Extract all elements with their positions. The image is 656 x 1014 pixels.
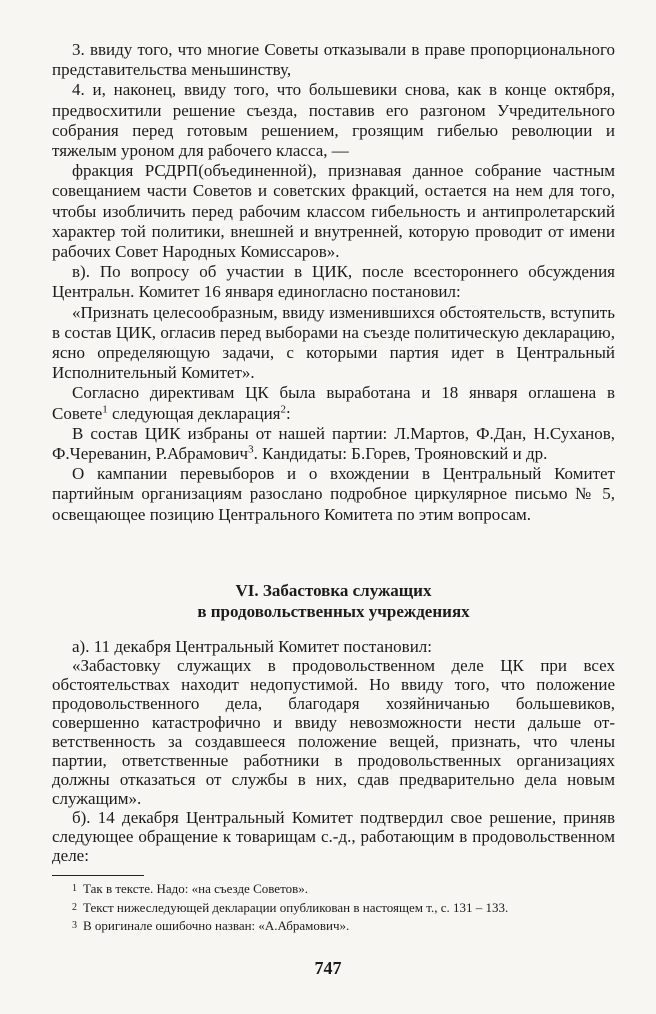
- text: Согласно директивам ЦК была выработана и 18 января оглашена в Совете: [52, 383, 615, 423]
- text: следующая декларация: [107, 403, 281, 423]
- footnote-text: В оригинале ошибочно назван: «А.Абрамович».: [83, 918, 350, 933]
- paragraph: б). 14 декабря Центральный Комитет подтвердил свое решение, приняв следующее обращение к товарищам с.-д., работающим в продовольственном деле:: [52, 808, 615, 865]
- text: В состав ЦИК избраны от нашей партии: Л.Мартов, Ф.Дан, Н.Суханов, Ф.Череванин, Р.Абрамович: [52, 423, 615, 464]
- section-heading-line: VI. Забастовка служащих: [235, 581, 432, 600]
- paragraph: 4. и, наконец, ввиду того, что большевики снова, как в конце октября, предвосхитили решение съезда, поставив его разгоном Учредительного собрания перед готовым решением, грозящим гибелью революции и тяжелым уроном для рабочего класса, —: [52, 80, 615, 161]
- footnote-ref: 1: [102, 403, 108, 415]
- paragraph: [52, 424, 615, 464]
- paragraph: в). По вопросу об участии в ЦИК, после всестороннего обсуждения Центральн. Комитет 16 января единогласно постановил:: [52, 262, 615, 302]
- footnote-ref: 3: [248, 443, 254, 456]
- section-heading-line: в продовольственных учреждениях: [197, 602, 470, 621]
- paragraph: 3. ввиду того, что многие Советы отказывали в праве пропорционального представительства меньшинству,: [52, 40, 615, 80]
- text: . Кандидаты: Б.Горев, Трояновский и др.: [253, 444, 548, 464]
- section-heading: [52, 580, 615, 622]
- footnote-mark: 2: [72, 901, 77, 913]
- paragraph: а). 11 декабря Центральный Комитет постановил:: [72, 637, 432, 656]
- paragraph: [52, 383, 615, 423]
- footnote-ref: 2: [280, 403, 286, 415]
- footnote-text: Текст нижеследующей декларации опубликован в настоящем т., с. 131 – 133.: [83, 899, 509, 915]
- quote-paragraph: «Признать целесообразным, ввиду изменившихся обстоятельств, вступить в состав ЦИК, огласив перед выборами на съезде политическую декларацию, ясно определяющую задачи, с которыми партия идет в Центральный Исполнительный Комитет».: [52, 302, 615, 383]
- footnote: [52, 880, 615, 899]
- text: :: [286, 403, 291, 423]
- page-number: 747: [314, 958, 342, 978]
- footnote-mark: 3: [72, 920, 77, 931]
- body-text: [52, 40, 615, 525]
- quote-paragraph: «Забастовку служащих в продовольственном деле ЦК при всех обстоятельствах находит недопустимой. Но ввиду того, что положение продовольственного дела, благодаря хозяйничанью большевиков, совершенно катастрофично и ввиду невозможности нести дальше ответственность за создавшееся положение вещей, признать, что члены партии, ответственные работники в продовольственных организациях должны отказаться от службы в них, сдав предварительно дела новым служащим».: [52, 656, 615, 808]
- footnote-mark: 1: [72, 883, 77, 894]
- footnote-text: Так в тексте. Надо: «на съезде Советов».: [83, 881, 308, 896]
- footnote: [52, 917, 615, 936]
- paragraph: фракция РСДРП(объединенной), признавая данное собрание частным совещанием части Советов и советских фракций, остается на нем для того, чтобы изобличить перед рабочим классом гибельность и антипролетарский характер той политики, внешней и внутренней, которую проводит от имени рабочих Совет Народных Комиссаров».: [52, 161, 615, 262]
- footnotes: [52, 880, 615, 936]
- footnote-divider: [52, 875, 144, 876]
- section-text: [52, 637, 615, 865]
- footnote: [52, 899, 615, 918]
- paragraph: О кампании перевыборов и о вхождении в Центральный Комитет партийным организациям разослано подробное циркулярное письмо № 5, освещающее позицию Центрального Комитета по этим вопросам.: [52, 464, 615, 524]
